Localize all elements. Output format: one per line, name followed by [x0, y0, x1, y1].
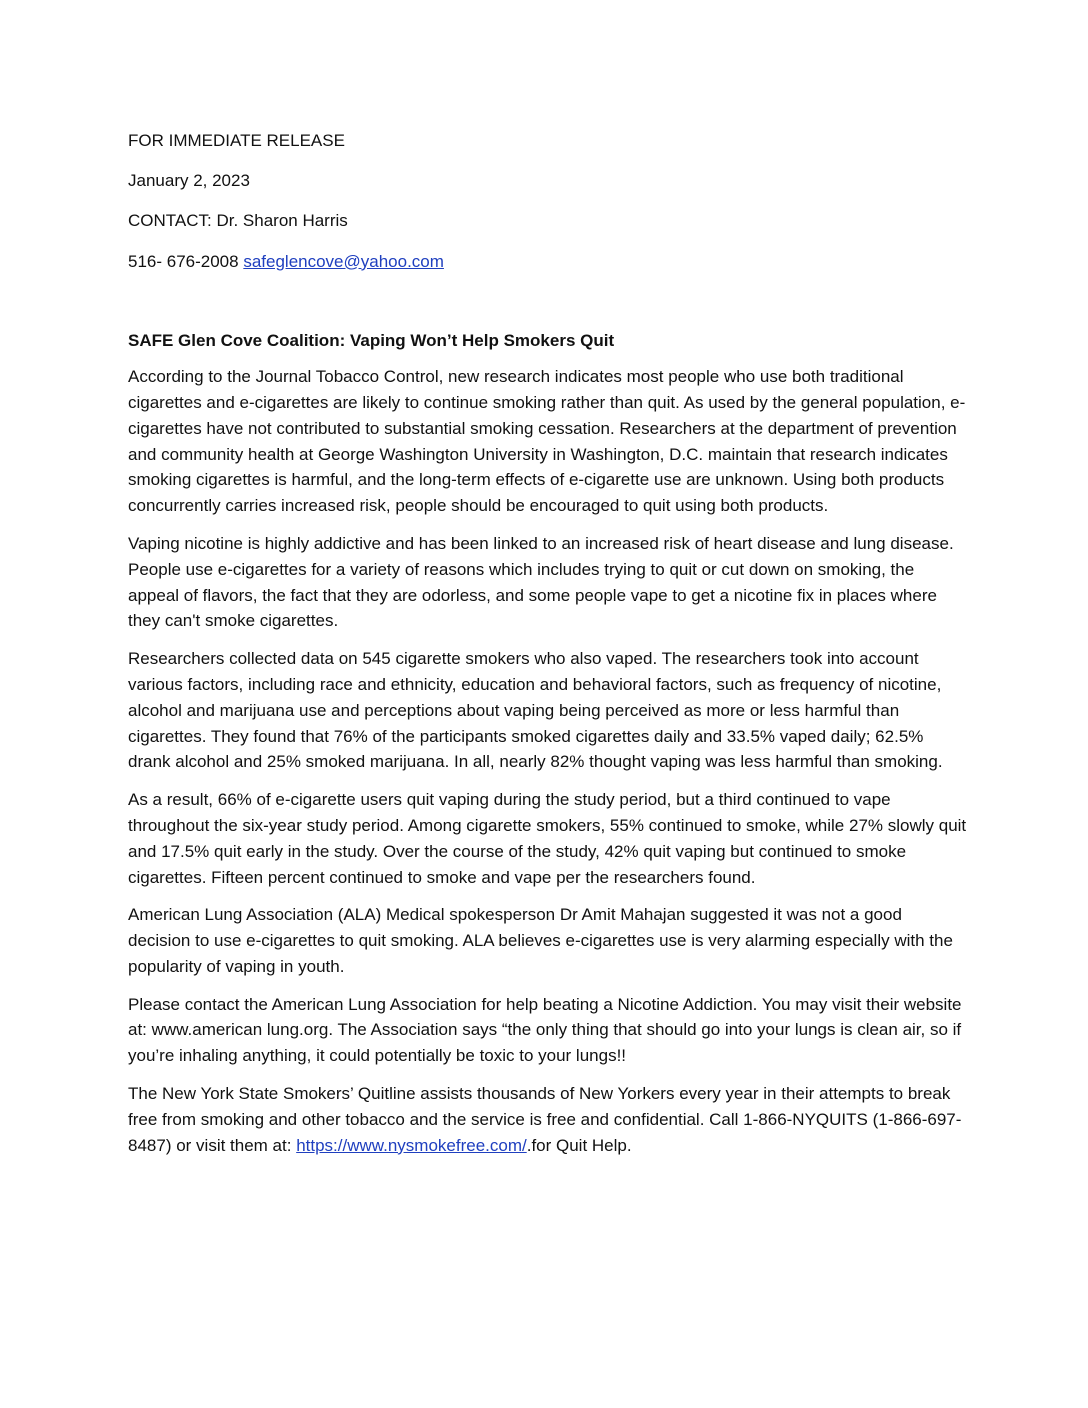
quitline-text-end: .for Quit Help. — [526, 1135, 632, 1155]
paragraph-ala: American Lung Association (ALA) Medical spokesperson Dr Amit Mahajan suggested it was not a good decision to use e-cigarettes to quit smoking. ALA believes e-cigarettes use is very alarming especially with the popularity of vaping in youth. — [128, 905, 953, 976]
paragraph-results: As a result, 66% of e-cigarette users quit vaping during the study period, but a third continued to vape throughout the six-year study period. Among cigarette smokers, 55% continued to smoke, while 27% slowly quit and 17.5% quit early in the study. Over the course of the study, 42% quit vaping but continued to smoke cigarettes. Fifteen percent continued to smoke and vape per the researchers found. — [128, 790, 967, 887]
paragraph-contact-ala: Please contact the American Lung Association for help beating a Nicotine Addiction. You may visit their website at: www.american lung.org. The Association says “the only thing that should go into your lungs is clean air, so if you’re inhaling anything, it could potentially be toxic to your lungs!! — [128, 994, 962, 1066]
contact-line: CONTACT: Dr. Sharon Harris — [128, 211, 348, 231]
press-release-page — [128, 128, 968, 1170]
paragraph-data: Researchers collected data on 545 cigarette smokers who also vaped. The researchers took into account various factors, including race and ethnicity, education and behavioral factors, such as frequency of nicotine, alcohol and marijuana use and perceptions about vaping being perceived as more or less harmful than cigarettes. They found that 76% of the participants smoked cigarettes daily and 33.5% vaped daily; 62.5% drank alcohol and 25% smoked marijuana. In all, nearly 82% thought vaping was less harmful than smoking. — [128, 649, 943, 772]
release-date: January 2, 2023 — [128, 171, 250, 191]
paragraph-addiction: Vaping nicotine is highly addictive and has been linked to an increased risk of heart disease and lung disease. People use e-cigarettes for a variety of reasons which includes trying to quit or cut down on smoking, the appeal of flavors, the fact that they are odorless, and some people vape to get a nicotine fix in places where they can't smoke cigarettes. — [128, 533, 954, 631]
headline: SAFE Glen Cove Coalition: Vaping Won’t Help Smokers Quit — [128, 331, 615, 351]
paragraph-quitline — [128, 1081, 968, 1158]
release-label: FOR IMMEDIATE RELEASE — [128, 131, 345, 150]
phone-email-line — [128, 249, 968, 275]
phone-number: 516- 676-2008 — [128, 251, 239, 271]
paragraph-research: According to the Journal Tobacco Control, new research indicates most people who use both traditional cigarettes and e-cigarettes are likely to continue smoking rather than quit. As used by the general population, e-cigarettes have not contributed to substantial smoking cessation. Researchers at the department of prevention and community health at George Washington University in Washington, D.C. maintain that research indicates smoking cigarettes is harmful, and the long-term effects of e-cigarette use are unknown. Using both products concurrently carries increased risk, people should be encouraged to quit using both products. — [128, 367, 966, 516]
nysmokefree-link[interactable]: https://www.nysmokefree.com/ — [296, 1135, 527, 1155]
email-link[interactable]: safeglencove@yahoo.com — [243, 251, 444, 271]
quitline-text: The New York State Smokers’ Quitline assists thousands of New Yorkers every year in their attempts to break free from smoking and other tobacco and the service is free and confidential. Call 1-866-NYQUITS (1-866-697-8487) or visit them at: — [128, 1084, 962, 1155]
